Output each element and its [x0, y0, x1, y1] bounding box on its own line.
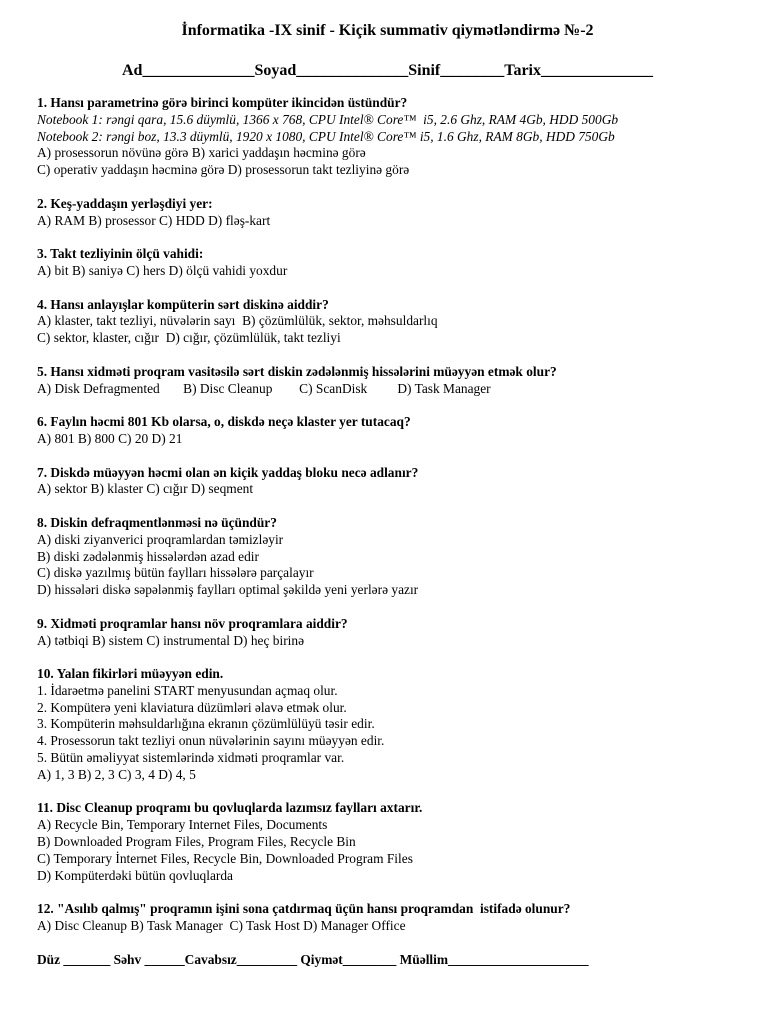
question-block: [37, 901, 738, 935]
question-block: [37, 414, 738, 448]
question-title: 1. Hansı parametrinə görə birinci kompüter ikincidən üstündür?: [37, 95, 408, 110]
question-block: [37, 800, 738, 884]
question-option-line: 4. Prosessorun takt tezliyi onun nüvələrinin sayını müəyyən edir.: [37, 733, 385, 749]
question-title: 7. Diskdə müəyyən həcmi olan ən kiçik yaddaş bloku necə adlanır?: [37, 464, 419, 480]
question-option-line: B) diski zədələnmiş hissələrdən azad edir: [37, 548, 259, 564]
question-title: 11. Disc Cleanup proqramı bu qovluqlarda lazımsız faylları axtarır.: [37, 800, 423, 816]
question-title: 3. Takt tezliyinin ölçü vahidi:: [37, 246, 204, 262]
question-title: 2. Keş-yaddaşın yerləşdiyi yer:: [37, 195, 213, 211]
question-option-line: C) sektor, klaster, cığır D) cığır, çözümlülük, takt tezliyi: [37, 330, 341, 346]
question-option-line: C) operativ yaddaşın həcminə görə D) prosessorun takt tezliyinə görə: [37, 162, 410, 178]
question-option-line: C) diskə yazılmış bütün faylları hissələrə parçalayır: [37, 565, 314, 581]
question-option-line: A) sektor B) klaster C) cığır D) seqment: [37, 481, 254, 497]
question-option-line: A) prosessorun növünə görə B) xarici yaddaşın həcminə görə: [37, 145, 366, 161]
question-block: [37, 95, 738, 179]
question-option-line: A) Recycle Bin, Temporary Internet Files, Documents: [37, 817, 328, 833]
question-block: [37, 196, 738, 230]
question-option-line: 1. İdarəetmə panelini START menyusundan açmaq olur.: [37, 682, 338, 698]
question-option-line: A) tətbiqi B) sistem C) instrumental D) heç birinə: [37, 632, 305, 648]
question-block: [37, 515, 738, 599]
question-block: [37, 465, 738, 499]
question-option-line: 2. Kompüterə yeni klaviatura düzümləri əlavə etmək olur.: [37, 699, 347, 715]
question-title: 12. "Asılıb qalmış" proqramın işini sona çatdırmaq üçün hansı proqramdan istifadə olunur?: [37, 901, 571, 917]
question-title: 8. Diskin defraqmentlənməsi nə üçündür?: [37, 514, 277, 530]
question-option-line: D) hissələri diskə səpələnmiş faylları optimal şəkildə yeni yerlərə yazır: [37, 582, 419, 598]
question-block: [37, 616, 738, 650]
question-option-line: A) Disk Defragmented B) Disc Cleanup C) ScanDisk D) Task Manager: [37, 380, 491, 396]
question-option-line: 5. Bütün əməliyyat sistemlərində xidməti proqramlar var.: [37, 750, 345, 766]
question-option-line: B) Downloaded Program Files, Program Files, Recycle Bin: [37, 834, 356, 850]
question-option-line: A) klaster, takt tezliyi, nüvələrin sayı B) çözümlülük, sektor, məhsuldarlıq: [37, 313, 438, 329]
question-block: [37, 666, 738, 784]
question-title: 6. Faylın həcmi 801 Kb olarsa, o, diskdə neçə klaster yer tutacaq?: [37, 414, 411, 430]
grading-footer: Düz _______ Səhv ______Cavabsız_________ Qiymət________ Müəllim_____________________: [37, 951, 589, 967]
question-option-line: 3. Kompüterin məhsuldarlığına ekranın çözümlülüyü təsir edir.: [37, 716, 375, 732]
question-title: 10. Yalan fikirləri müəyyən edin.: [37, 666, 224, 682]
question-option-line: A) Disc Cleanup B) Task Manager C) Task Host D) Manager Office: [37, 918, 406, 934]
question-block: [37, 297, 738, 347]
student-info-fields: Ad______________Soyad______________Sinif________Tarix______________: [121, 62, 653, 79]
question-option-line: A) 801 B) 800 C) 20 D) 21: [37, 430, 183, 446]
question-block: [37, 246, 738, 280]
question-block: [37, 364, 738, 398]
page-title: İnformatika -IX sinif - Kiçik summativ qiymətləndirmə №-2: [181, 22, 594, 39]
question-option-line: A) bit B) saniyə C) hers D) ölçü vahidi yoxdur: [37, 262, 288, 278]
question-note: Notebook 2: rəngi boz, 13.3 düymlü, 1920 x 1080, CPU Intel® Core™ i5, 1.6 Ghz, RAM 8Gb, HDD 750Gb: [37, 128, 615, 144]
question-title: 9. Xidməti proqramlar hansı növ proqramlara aiddir?: [37, 615, 348, 631]
question-title: 4. Hansı anlayışlar kompüterin sərt diskinə aiddir?: [37, 296, 329, 312]
question-option-line: C) Temporary İnternet Files, Recycle Bin, Downloaded Program Files: [37, 850, 413, 866]
question-title: 5. Hansı xidməti proqram vasitəsilə sərt diskin zədələnmiş hissələrini müəyyən etmək olur?: [37, 363, 557, 379]
question-option-line: D) Kompüterdəki bütün qovluqlarda: [37, 867, 233, 883]
question-option-line: A) 1, 3 B) 2, 3 C) 3, 4 D) 4, 5: [37, 766, 196, 782]
question-option-line: A) diski ziyanverici proqramlardan təmizləyir: [37, 531, 284, 547]
question-option-line: A) RAM B) prosessor C) HDD D) fləş-kart: [37, 212, 271, 228]
question-list: [37, 95, 738, 935]
question-note: Notebook 1: rəngi qara, 15.6 düymlü, 1366 x 768, CPU Intel® Core™ i5, 2.6 Ghz, RAM 4Gb, HDD 500Gb: [37, 111, 619, 127]
